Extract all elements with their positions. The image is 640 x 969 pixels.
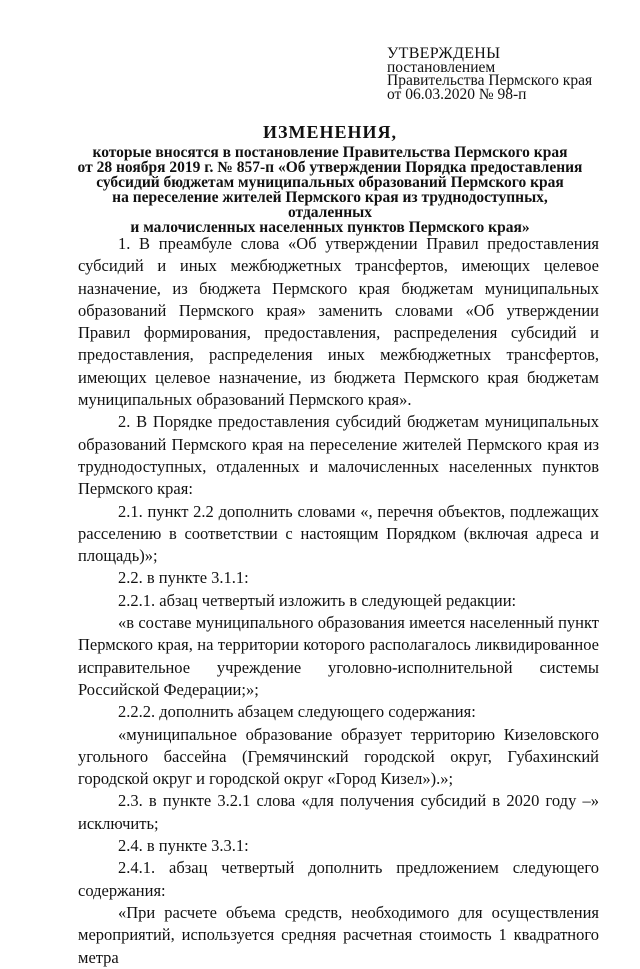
- paragraph: 2. В Порядке предоставления субсидий бюджетам муниципальных образований Пермского края на переселение жителей Пермского края из труднодоступных, отдаленных и малочисленных населенных пунктов Пермского края:: [78, 412, 599, 499]
- paragraph: 2.4.1. абзац четвертый дополнить предложением следующего содержания:: [78, 858, 599, 900]
- paragraph: 2.2.1. абзац четвертый изложить в следующей редакции:: [118, 590, 517, 610]
- paragraph: 1. В преамбуле слова «Об утверждении Правил предоставления субсидий и иных межбюджетных трансфертов, имеющих целевое назначение, из бюджета Пермского края бюджетам муниципальных образований Пермского края» заменить словами «Об утверждении Правил формирования, предоставления, распределения субсидий и предоставления, распределения иных межбюджетных трансфертов, имеющих целевое назначение, из бюджета Пермского края бюджетам муниципальных образований Пермского края».: [78, 234, 599, 410]
- approval-heading: УТВЕРЖДЕНЫ: [387, 45, 501, 62]
- approval-line: Правительства Пермского края: [387, 72, 593, 89]
- title-line: и малочисленных населенных пунктов Пермского края»: [130, 219, 530, 236]
- approval-line: постановлением: [387, 58, 496, 76]
- paragraph: 2.2. в пункте 3.1.1:: [118, 568, 249, 588]
- title-line: от 28 ноября 2019 г. № 857-п «Об утверждении Порядка предоставления: [77, 159, 583, 176]
- title-line: которые вносятся в постановление Правительства Пермского края: [92, 144, 568, 161]
- title-heading: ИЗМЕНЕНИЯ,: [262, 122, 397, 142]
- title-line: на переселение жителей Пермского края из труднодоступных, отдаленных: [112, 189, 548, 221]
- paragraph: 2.4. в пункте 3.3.1:: [118, 836, 249, 856]
- paragraph: 2.1. пункт 2.2 дополнить словами «, перечня объектов, подлежащих расселению в соответствии с настоящим Порядком (включая адреса и площадь)»;: [78, 501, 599, 566]
- document-title: [70, 122, 590, 235]
- approval-line: от 06.03.2020 № 98-п: [387, 85, 527, 103]
- paragraph: 2.2.2. дополнить абзацем следующего содержания:: [118, 702, 476, 722]
- paragraph: «При расчете объема средств, необходимого для осуществления мероприятий, используется средняя расчетная стоимость 1 квадратного метра: [78, 902, 599, 967]
- approval-stamp: [387, 47, 592, 101]
- document-body: [78, 233, 599, 969]
- paragraph: 2.3. в пункте 3.2.1 слова «для получения субсидий в 2020 году –» исключить;: [78, 791, 599, 833]
- title-line: субсидий бюджетам муниципальных образований Пермского края: [96, 174, 564, 191]
- paragraph: «в составе муниципального образования имеется населенный пункт Пермского края, на территории которого располагалось ликвидированное исправительное учреждение уголовно-исполнительной системы Российской Федерации;»;: [78, 613, 599, 699]
- paragraph: «муниципальное образование образует территорию Кизеловского угольного бассейна (Гремячинский городской округ, Губахинский городской округ и городской округ «Город Кизел»).»;: [78, 724, 599, 789]
